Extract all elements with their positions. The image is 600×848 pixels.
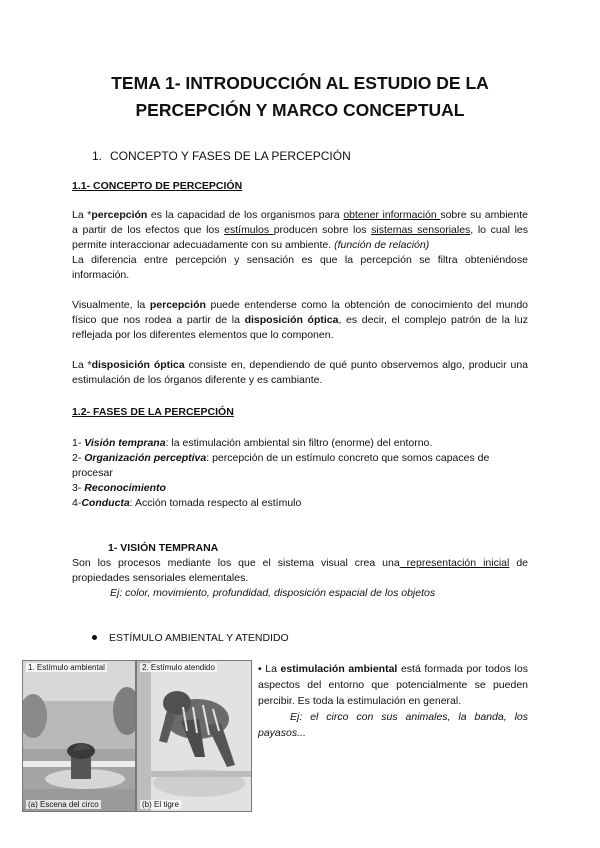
- p1-text-e: sobre su ambiente a partir de los efectos que los: [72, 209, 528, 236]
- phase-number: 3-: [72, 482, 85, 494]
- stimulus-bullet-heading: [92, 632, 289, 644]
- vision-text-a: Son los procesos mediante los que el sistema visual crea una: [72, 557, 400, 569]
- section-1-heading: [92, 149, 351, 163]
- title-line-1: TEMA 1- INTRODUCCIÓN AL ESTUDIO DE LA: [111, 73, 489, 93]
- phase-term: Visión temprana: [84, 437, 166, 449]
- side-term-estimulacion-ambiental: estimulación ambiental: [280, 663, 398, 675]
- p2-text-a: Visualmente, la: [72, 299, 150, 311]
- p1-underlined-estimulos: estímulos: [224, 224, 274, 236]
- p1-text-i: , lo cual les permite interaccionar adecuadamente con su ambiente.: [72, 224, 528, 251]
- p2-term-percepcion: percepción: [149, 299, 206, 311]
- phase-term: Conducta: [81, 497, 130, 509]
- figure-caption-tiger: (b) El tigre: [142, 800, 179, 809]
- vision-text-c: de propiedades sensoriales elementales.: [72, 557, 529, 584]
- vision-temprana-heading: 1- VISIÓN TEMPRANA: [108, 542, 219, 554]
- stimulus-bullet-text: ESTÍMULO AMBIENTAL Y ATENDIDO: [109, 632, 289, 644]
- p1-text-a: La *: [72, 209, 92, 221]
- document-title: [40, 70, 560, 124]
- concept-paragraph-3: [72, 358, 528, 388]
- phase-term: Reconocimiento: [84, 482, 166, 494]
- p2-term-disposicion-optica: disposición óptica: [244, 314, 339, 326]
- concept-paragraph-2: [72, 298, 528, 343]
- side-text-c: está formada por todos los aspectos del entorno que potencialmente se pueden percibir. Es toda la estimulación en general.: [258, 663, 528, 707]
- figure-caption-circus: (a) Escena del circo: [28, 800, 99, 809]
- p1-text-c: es la capacidad de los organismos para: [147, 209, 344, 221]
- p1-text-g: producen sobre los: [273, 224, 372, 236]
- tiger-image: [137, 661, 251, 811]
- figure-caption-ambient: 1. Estímulo ambiental: [28, 663, 105, 672]
- p3-text-c: consiste en, dependiendo de qué punto observemos algo, producir una estimulación de los órganos diferente y es cambiante.: [72, 359, 529, 386]
- title-line-2: PERCEPCIÓN Y MARCO CONCEPTUAL: [135, 100, 465, 120]
- phase-description: : Acción tomada respecto al estímulo: [129, 497, 302, 509]
- side-text-a: • La: [258, 663, 281, 675]
- list-item: [72, 496, 528, 511]
- p3-term-disposicion-optica: disposición óptica: [91, 359, 185, 371]
- side-example: Ej: el circo con sus animales, la banda, los payasos...: [258, 711, 528, 739]
- subsection-1-1-heading: 1.1- CONCEPTO DE PERCEPCIÓN: [72, 180, 243, 192]
- circus-figure: [22, 660, 250, 810]
- vision-underlined-representacion-inicial: representación inicial: [399, 557, 510, 569]
- phases-list: [72, 436, 528, 511]
- p3-text-a: La *: [72, 359, 92, 371]
- concept-paragraph-1: [72, 208, 528, 283]
- phase-description: : la estimulación ambiental sin filtro (enorme) del entorno.: [165, 437, 433, 449]
- p1-underlined-obtener-informacion: obtener información: [343, 209, 441, 221]
- bullet-dot-icon: [92, 635, 97, 640]
- phase-description: : percepción de un estímulo concreto que somos capaces de procesar: [72, 452, 490, 479]
- vision-paragraph: [72, 556, 528, 601]
- p1-underlined-sistemas-sensoriales: sistemas sensoriales: [371, 224, 471, 236]
- figure-panel-circus: [22, 660, 136, 812]
- list-item: [72, 481, 528, 496]
- p1-italic-funcion-relacion: (función de relación): [334, 239, 430, 251]
- p1-term-percepcion: percepción: [91, 209, 148, 221]
- circus-scene-image: [23, 661, 135, 811]
- concept-paragraph-1b: La diferencia entre percepción y sensación es que la percepción se filtra obteniéndose información.: [72, 254, 528, 281]
- p2-text-c: puede entenderse como la obtención de conocimiento del mundo físico que nos rodea a partir de la: [72, 299, 529, 326]
- phase-number: 1-: [72, 437, 85, 449]
- phase-number: 2-: [72, 452, 85, 464]
- subsection-1-2-heading: 1.2- FASES DE LA PERCEPCIÓN: [72, 406, 234, 418]
- ambient-stimulation-paragraph: [258, 661, 528, 741]
- figure-panel-tiger: [136, 660, 252, 812]
- list-item: [72, 436, 528, 451]
- figure-caption-attended: 2. Estímulo atendido: [142, 663, 215, 672]
- list-item: [72, 451, 528, 481]
- vision-example: Ej: color, movimiento, profundidad, disposición espacial de los objetos: [110, 587, 436, 599]
- phase-number: 4-: [72, 497, 82, 509]
- section-1-number: 1.: [92, 149, 103, 163]
- p2-text-e: , es decir, el complejo patrón de la luz reflejada por los diferentes elementos que lo componen.: [72, 314, 528, 341]
- section-1-title: CONCEPTO Y FASES DE LA PERCEPCIÓN: [110, 149, 351, 163]
- phase-term: Organización perceptiva: [84, 452, 207, 464]
